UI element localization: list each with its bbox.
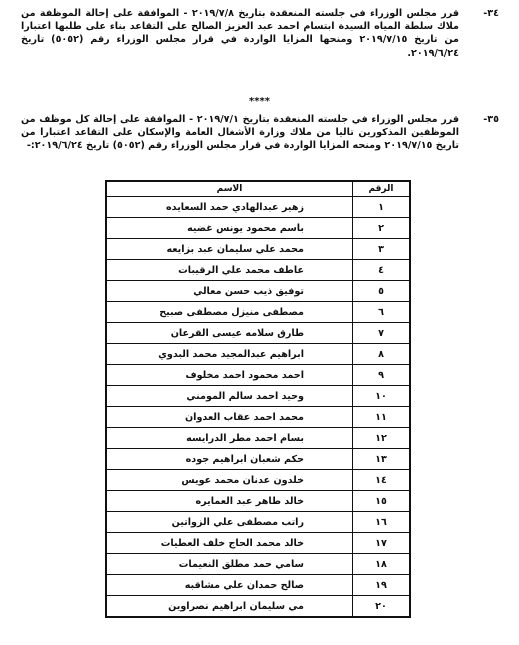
table-header-row	[106, 181, 410, 197]
row-number: ١٥	[353, 491, 411, 512]
table-row	[106, 260, 410, 281]
row-name: عاطف محمد علي الرقيبات	[106, 260, 353, 281]
row-name: بسام احمد مطر الدرايسه	[106, 428, 353, 449]
table-row	[106, 302, 410, 323]
row-number: ٥	[353, 281, 411, 302]
row-name: سامي حمد مطلق النعيمات	[106, 554, 353, 575]
table-row	[106, 596, 410, 618]
table-row	[106, 239, 410, 260]
table-row	[106, 218, 410, 239]
table-row	[106, 197, 410, 218]
row-name: صالح حمدان علي مشاقبه	[106, 575, 353, 596]
table-row	[106, 512, 410, 533]
row-number: ٢	[353, 218, 411, 239]
row-name: مي سليمان ابراهيم نصراوين	[106, 596, 353, 618]
row-name: ابراهيم عبدالمجيد محمد البدوي	[106, 344, 353, 365]
row-number: ١٠	[353, 386, 411, 407]
employees-table	[105, 180, 411, 618]
row-name: باسم محمود يونس غضيه	[106, 218, 353, 239]
table-row	[106, 281, 410, 302]
table-row	[106, 554, 410, 575]
table-row	[106, 407, 410, 428]
row-name: مصطفى منيزل مصطفى صبيح	[106, 302, 353, 323]
table-row	[106, 344, 410, 365]
row-name: محمد علي سليمان عبد بزايعه	[106, 239, 353, 260]
table-row	[106, 533, 410, 554]
table-row	[106, 386, 410, 407]
row-name: طارق سلامه عيسى القرعان	[106, 323, 353, 344]
table-row	[106, 323, 410, 344]
row-name: زهير عبدالهادي حمد السعايده	[106, 197, 353, 218]
decision-34	[21, 7, 499, 60]
decision-text: قرر مجلس الوزراء في جلسته المنعقدة بتاريخ ٢٠١٩/٧/١ - الموافقة على إحالة كل موظف من الموظفين المذكورين تاليا من ملاك وزارة الأشغال العامة والإسكان على التقاعد اعتبارا من تاريخ ٢٠١٩/٧/١٥ ومنحه المزايا الواردة في قرار مجلس الوزراء رقم (٥٠٥٢) تاريخ ٢٠١٩/٦/٢٤:-	[21, 114, 459, 152]
decision-number: ٣٥-	[483, 114, 499, 125]
decision-text: قرر مجلس الوزراء في جلسته المنعقدة بتاريخ ٢٠١٩/٧/٨ - الموافقة على إحالة الموظفة من ملاك سلطة المياه السيدة ابتسام احمد عبد العزيز الصالح على التقاعد بناء على طلبها اعتبارا من تاريخ ٢٠١٩/٧/١٥ ومنحها المزايا الواردة في قرار مجلس الوزراء رقم (٥٠٥٢) تاريخ ٢٠١٩/٦/٢٤.	[21, 8, 459, 59]
table-row	[106, 365, 410, 386]
row-number: ١٤	[353, 470, 411, 491]
row-number: ١٧	[353, 533, 411, 554]
row-number: ١	[353, 197, 411, 218]
table-row	[106, 428, 410, 449]
separator: ****	[249, 96, 270, 107]
decision-35	[21, 113, 499, 153]
row-number: ١١	[353, 407, 411, 428]
header-name: الاسم	[106, 181, 353, 197]
row-number: ١٨	[353, 554, 411, 575]
row-name: احمد محمود احمد مخلوف	[106, 365, 353, 386]
table-row	[106, 449, 410, 470]
row-number: ١٣	[353, 449, 411, 470]
row-number: ١٩	[353, 575, 411, 596]
row-number: ٨	[353, 344, 411, 365]
row-name: وحيد احمد سالم المومني	[106, 386, 353, 407]
row-number: ٤	[353, 260, 411, 281]
row-number: ٦	[353, 302, 411, 323]
row-name: خلدون عدنان محمد عويس	[106, 470, 353, 491]
row-number: ٢٠	[353, 596, 411, 618]
row-number: ٩	[353, 365, 411, 386]
header-number: الرقم	[353, 181, 411, 197]
row-number: ١٦	[353, 512, 411, 533]
row-number: ١٢	[353, 428, 411, 449]
table-body	[106, 197, 410, 618]
row-number: ٣	[353, 239, 411, 260]
row-name: خالد محمد الحاج خلف العطيات	[106, 533, 353, 554]
row-name: راتب مصطفى علي الزواتين	[106, 512, 353, 533]
table-row	[106, 470, 410, 491]
row-name: حكم شعبان ابراهيم جوده	[106, 449, 353, 470]
row-name: خالد طاهر عبد العمايره	[106, 491, 353, 512]
row-number: ٧	[353, 323, 411, 344]
row-name: محمد احمد عقاب العدوان	[106, 407, 353, 428]
table-row	[106, 575, 410, 596]
decision-number: ٣٤-	[483, 8, 499, 19]
table-row	[106, 491, 410, 512]
row-name: توفيق ذيب حسن معالي	[106, 281, 353, 302]
